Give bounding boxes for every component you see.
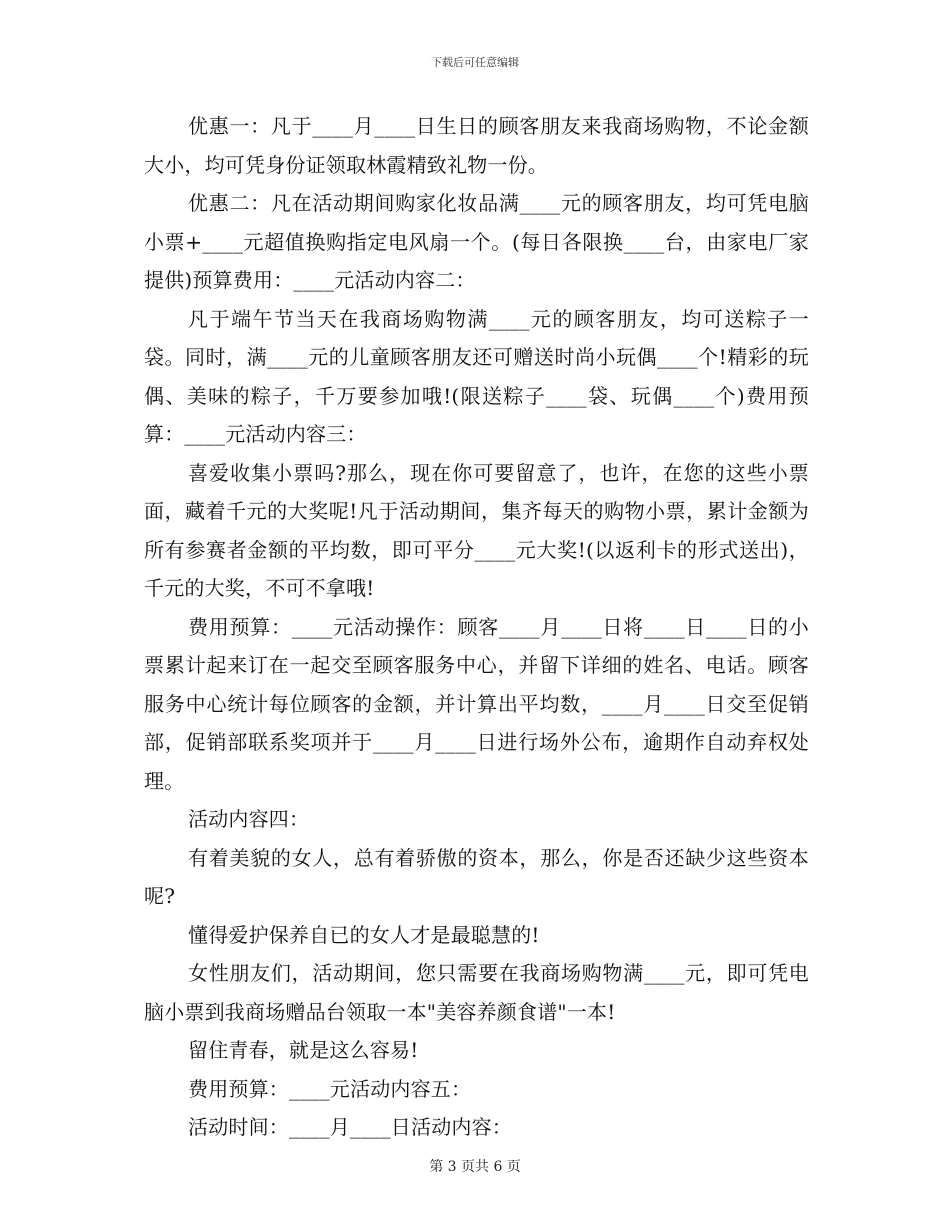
paragraph-beauty-capital: 有着美貌的女人，总有着骄傲的资本，那么，你是否还缺少这些资本呢? xyxy=(144,845,809,908)
paragraph-female-friends: 女性朋友们，活动期间，您只需要在我商场购物满____元，即可凭电脑小票到我商场赠品台领取一本"美容养颜食谱"一本! xyxy=(144,961,809,1024)
page-footer: 第 3 页共 6 页 xyxy=(429,1159,521,1175)
paragraph-activity-time: 活动时间：____月____日活动内容： xyxy=(188,1115,512,1139)
paragraph-wise-women: 懂得爱护保养自已的女人才是最聪慧的! xyxy=(188,922,540,947)
page-header: 下载后可任意编辑 xyxy=(431,56,519,69)
paragraph-discount-one: 优惠一：凡于____月____日生日的顾客朋友来我商场购物，不论金额大小，均可凭身份证领取林霞精致礼物一份。 xyxy=(144,114,809,177)
paragraph-activity-four-title: 活动内容四： xyxy=(188,807,310,831)
document-body xyxy=(144,107,809,1147)
paragraph-discount-two: 优惠二：凡在活动期间购家化妆品满____元的顾客朋友，均可凭电脑小票+____元超值换购指定电风扇一个。(每日各限换____台，由家电厂家提供)预算费用：____元活动内容二： xyxy=(144,191,809,292)
paragraph-budget-five: 费用预算：____元活动内容五： xyxy=(188,1076,472,1101)
paragraph-receipt-collection: 喜爱收集小票吗?那么，现在你可要留意了，也许，在您的这些小票面，藏着千元的大奖呢!凡于活动期间，集齐每天的购物小票，累计金额为所有参赛者金额的平均数，即可平分____元大奖!(以返利卡的形式送出)，千元的大奖，不可不拿哦! xyxy=(144,460,809,600)
paragraph-keep-youth: 留住青春，就是这么容易! xyxy=(188,1038,419,1062)
paragraph-dragon-boat: 凡于端午节当天在我商场购物满____元的顾客朋友，均可送粽子一袋。同时，满____元的儿童顾客朋友还可赠送时尚小玩偶____个!精彩的玩偶、美味的粽子，千万要参加哦!(限送粽子____袋、玩偶____个)费用预算：____元活动内容三： xyxy=(144,306,809,446)
paragraph-budget-operation: 费用预算：____元活动操作：顾客____月____日将____日____日的小票累计起来订在一起交至顾客服务中心，并留下详细的姓名、电话。顾客服务中心统计每位顾客的金额，并计算出平均数，____月____日交至促销部，促销部联系奖项并于____月____日进行场外公布，逾期作自动弃权处理。 xyxy=(144,614,809,793)
